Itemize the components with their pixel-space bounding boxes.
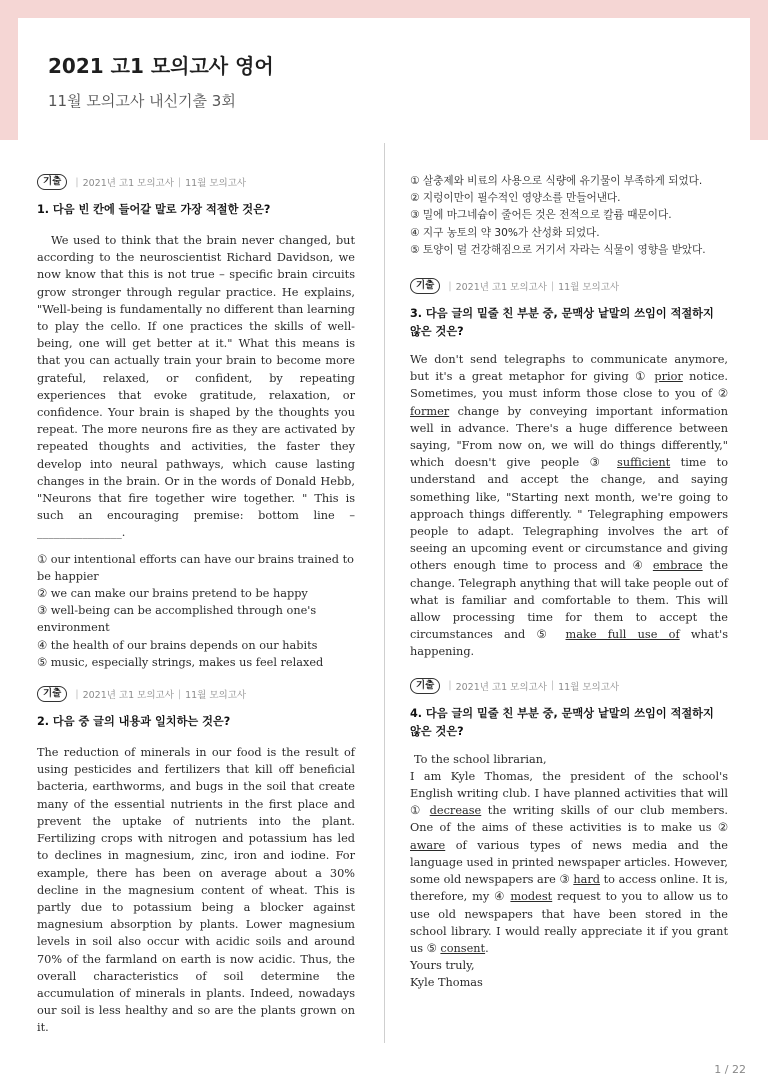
source-month: 11월 모의고사	[558, 282, 620, 294]
exam-badge: 기출	[410, 678, 440, 694]
question-title: 2. 다음 중 글의 내용과 일치하는 것은?	[37, 715, 231, 729]
question-2	[37, 685, 355, 1036]
column-divider	[384, 143, 385, 1043]
underlined-word: embrace	[652, 559, 703, 573]
letter-closing: Yours truly,	[410, 959, 475, 973]
document-subtitle: 11월 모의고사 내신기출 3회	[48, 92, 236, 110]
letter-body: I am Kyle Thomas, the president of the school's English writing club. I have planned activities that will ① decrease the writing skills of our club members. One of the aims of these activities is to make us ② aware of various types of news media and the language used in printed newspaper articles. However, some old newspapers are ③ hard to access online. It is, therefore, my ④ modest request to you to allow us to use old newspapers that have been stored in the school library. I would really appreciate it if you grant us ⑤ consent.	[410, 769, 729, 955]
exam-badge: 기출	[410, 278, 440, 294]
question-4	[410, 677, 728, 992]
underlined-word: prior	[654, 370, 683, 384]
underlined-word: consent	[440, 941, 486, 955]
question-source: 기출 | 2021년 고1 모의고사 | 11월 모의고사	[410, 677, 728, 695]
answer-option: ⑤ 토양이 덜 건강해짐으로 거기서 자라는 식물이 영향을 받았다.	[410, 243, 706, 256]
source-year: 2021년 고1 모의고사	[82, 178, 174, 189]
underlined-word: modest	[510, 890, 553, 904]
source-year: 2021년 고1 모의고사	[82, 690, 174, 702]
exam-badge: 기출	[37, 686, 67, 702]
answer-options	[37, 551, 355, 671]
answer-option: ③ 밀에 마그네슘이 줄어든 것은 전적으로 칼륨 때문이다.	[410, 209, 672, 222]
source-year: 2021년 고1 모의고사	[455, 681, 547, 693]
question-title: 3. 다음 글의 밑줄 친 부분 중, 문맥상 낱말의 쓰임이 적절하지 않은 것은?	[410, 307, 714, 339]
source-month: 11월 모의고사	[185, 690, 247, 702]
header-card	[18, 18, 750, 140]
underlined-word: hard	[573, 873, 600, 887]
right-column	[410, 173, 728, 992]
answer-option: ⑤ music, especially strings, makes us feel relaxed	[37, 655, 324, 669]
answer-option: ④ the health of our brains depends on our habits	[37, 638, 318, 652]
question-passage: We don't send telegraphs to communicate anymore, but it's a great metaphor for giving ① prior notice. Sometimes, you must inform those close to you of ② former change by conveying important information well in advance. There's a huge difference between saying, "From now on, we will do things differently," which doesn't give people ③ sufficient time to understand and accept the change, and saying something like, "Starting next month, we're going to approach things differently. " Telegraphing empowers people to adapt. Telegraphing involves the art of seeing an upcoming event or circumstance and giving others enough time to process and ④ embrace the change. Telegraph anything that will take people out of what is familiar and comfortable to them. This will allow processing time for them to accept the circumstances and ⑤ make full use of what's happening.	[410, 353, 729, 659]
answer-option: ① 살충제와 비료의 사용으로 식량에 유기물이 부족하게 되었다.	[410, 175, 703, 187]
exam-badge: 기출	[37, 174, 67, 190]
answer-option: ④ 지구 농토의 약 30%가 산성화 되었다.	[410, 226, 600, 239]
question-source: 기출 | 2021년 고1 모의고사 | 11월 모의고사	[37, 173, 355, 191]
page-number: 1 / 22	[714, 1063, 746, 1076]
answer-option: ③ well-being can be accomplished through one's environment	[37, 604, 317, 635]
question-passage: The reduction of minerals in our food is the result of using pesticides and fertilizers that kill off beneficial bacteria, earthworms, and bugs in the soil that create many of the essential nutrients in the first place and prevent the uptake of nutrients into the plant. Fertilizing crops with nitrogen and potassium has led to declines in magnesium, zinc, iron and iodine. For example, there has been on average about a 30% decline in the magnesium content of wheat. This is partly due to potassium being a blocker against magnesium absorption by plants. Lower magnesium levels in soil also occur with acidic soils and around 70% of the farmland on earth is now acidic. Thus, the overall characteristics of soil determine the accumulation of minerals in plants. Indeed, nowadays our soil is less healthy and so are the plants grown on it.	[37, 746, 355, 1035]
question-passage	[410, 751, 728, 992]
answer-option: ② we can make our brains pretend to be happy	[37, 587, 308, 601]
letter-greeting: To the school librarian,	[414, 752, 547, 766]
underlined-word: make full use of	[565, 628, 680, 642]
question-3	[410, 277, 728, 661]
left-column	[37, 173, 355, 1037]
question-source: 기출 | 2021년 고1 모의고사 | 11월 모의고사	[410, 277, 728, 295]
source-month: 11월 모의고사	[558, 681, 620, 693]
answer-option: ② 지렁이만이 필수적인 영양소를 만들어낸다.	[410, 192, 621, 205]
question-title: 4. 다음 글의 밑줄 친 부분 중, 문맥상 낱말의 쓰임이 적절하지 않은 것은?	[410, 706, 714, 738]
answer-options	[410, 173, 728, 259]
question-source: 기출 | 2021년 고1 모의고사 | 11월 모의고사	[37, 685, 355, 703]
question-passage: We used to think that the brain never changed, but according to the neuroscientist Richard Davidson, we now know that this is not true – specific brain circuits grow stronger through regular practice. He explains, "Well-being is fundamentally no different than learning to play the cello. If one practices the skills of well-being, one will get better at it." What this means is that you can actually train your brain to become more grateful, relaxed, or confident, by repeating experiences that evoke gratitude, relaxation, or confidence. Your brain is shaped by the thoughts you repeat. The more neurons fire as they are activated by repeated thoughts and activities, the faster they develop into neural pathways, which cause lasting changes in the brain. Or in the words of Donald Hebb, "Neurons that fire together wire together. " This is such an encouraging premise: bottom line – _______________.	[37, 234, 355, 540]
source-year: 2021년 고1 모의고사	[455, 282, 547, 294]
question-title: 1. 다음 빈 칸에 들어갈 말로 가장 적절한 것은?	[37, 203, 271, 216]
source-month: 11월 모의고사	[185, 178, 247, 189]
underlined-word: decrease	[429, 804, 482, 818]
underlined-word: sufficient	[617, 456, 671, 470]
underlined-word: aware	[410, 838, 446, 852]
underlined-word: former	[410, 404, 450, 418]
answer-option: ① our intentional efforts can have our brains trained to be happier	[37, 552, 354, 583]
question-1	[37, 173, 355, 671]
letter-signature: Kyle Thomas	[410, 976, 483, 990]
document-title: 2021 고1 모의고사 영어	[48, 54, 274, 78]
